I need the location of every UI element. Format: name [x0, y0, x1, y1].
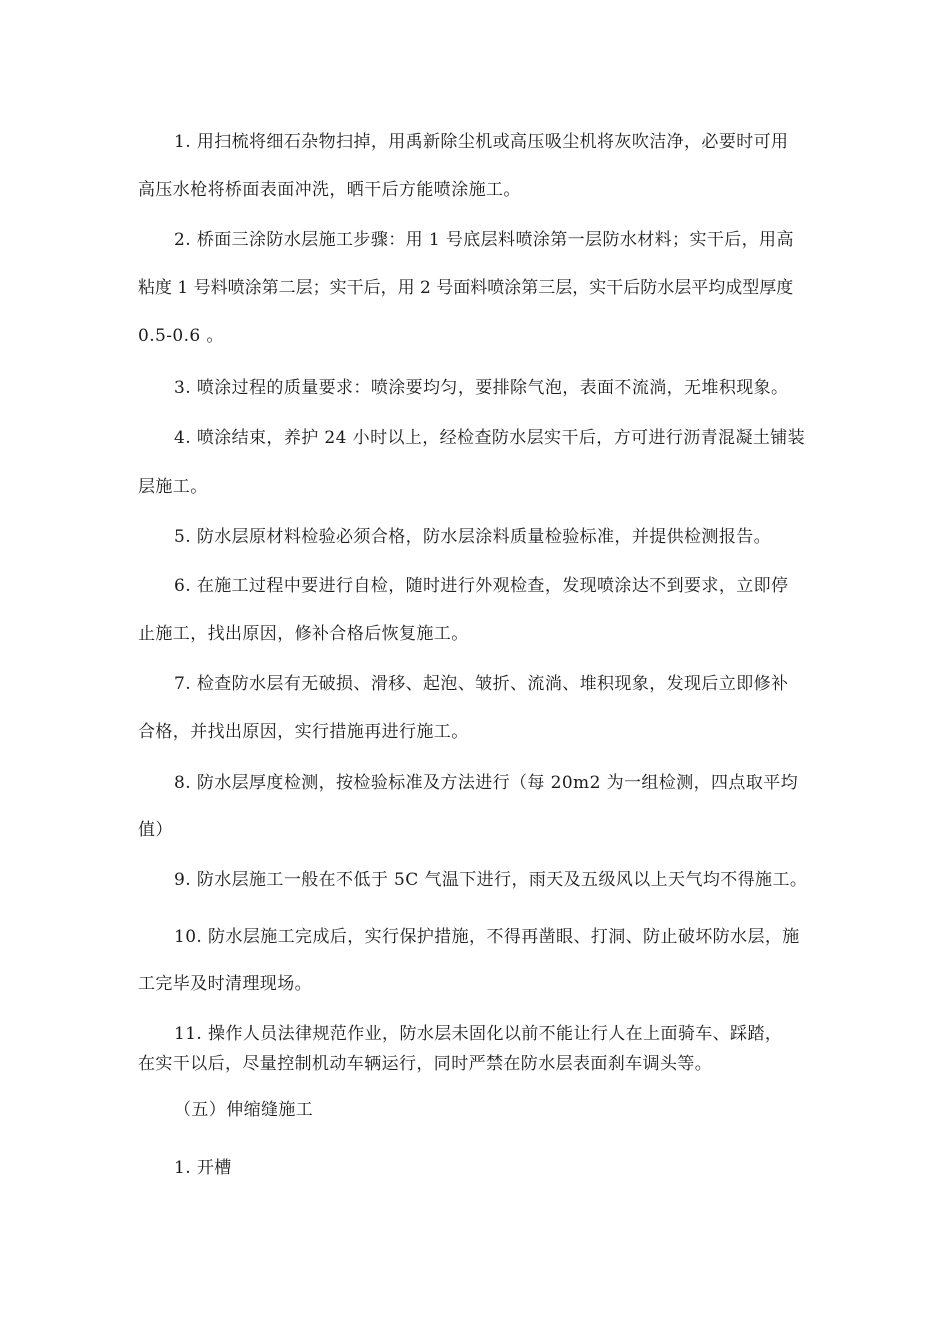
text-line: 8. 防水层厚度检测，按检验标准及方法进行（每 20m2 为一组检测，四点取平均 [174, 773, 798, 793]
text-line: 2. 桥面三涂防水层施工步骤：用 1 号底层料喷涂第一层防水材料；实干后，用高 [174, 230, 794, 250]
text-line: 粘度 1 号料喷涂第二层；实干后，用 2 号面料喷涂第三层，实干后防水层平均成型厚度 [138, 278, 794, 298]
text-line: 3. 喷涂过程的质量要求：喷涂要均匀，要排除气泡，表面不流淌，无堆积现象。 [174, 378, 789, 398]
text-line: 11. 操作人员法律规范作业，防水层未固化以前不能让行人在上面骑车、踩踏， [174, 1024, 783, 1044]
text-line: 7. 检查防水层有无破损、滑移、起泡、皱折、流淌、堆积现象，发现后立即修补 [174, 674, 789, 694]
text-line: 合格，并找出原因，实行措施再进行施工。 [138, 722, 469, 742]
text-line: 止施工，找出原因，修补合格后恢复施工。 [138, 624, 469, 644]
text-line: 6. 在施工过程中要进行自检，随时进行外观检查，发现喷涂达不到要求，立即停 [174, 576, 789, 596]
text-line: 5. 防水层原材料检验必须合格，防水层涂料质量检验标准，并提供检测报告。 [174, 527, 772, 547]
text-line: 在实干以后，尽量控制机动车辆运行，同时严禁在防水层表面刹车调头等。 [138, 1054, 713, 1074]
text-line: 9. 防水层施工一般在不低于 5C 气温下进行，雨天及五级风以上天气均不得施工。 [174, 870, 808, 890]
text-line: 4. 喷涂结束，养护 24 小时以上，经检查防水层实干后，方可进行沥青混凝土铺装 [174, 428, 806, 448]
text-line: 工完毕及时清理现场。 [138, 974, 312, 994]
text-line: 层施工。 [138, 477, 208, 497]
sub-heading: 1. 开槽 [174, 1158, 232, 1178]
text-line: 值） [138, 820, 173, 840]
text-line: 1. 用扫梳将细石杂物扫掉，用禹新除尘机或高压吸尘机将灰吹洁净，必要时可用 [174, 132, 789, 152]
text-line: 0.5-0.6 。 [138, 326, 224, 346]
section-heading: （五）伸缩缝施工 [174, 1100, 314, 1120]
text-line: 高压水枪将桥面表面冲洗，晒干后方能喷涂施工。 [138, 180, 521, 200]
text-line: 10. 防水层施工完成后，实行保护措施，不得再凿眼、打洞、防止破坏防水层，施 [174, 927, 800, 947]
